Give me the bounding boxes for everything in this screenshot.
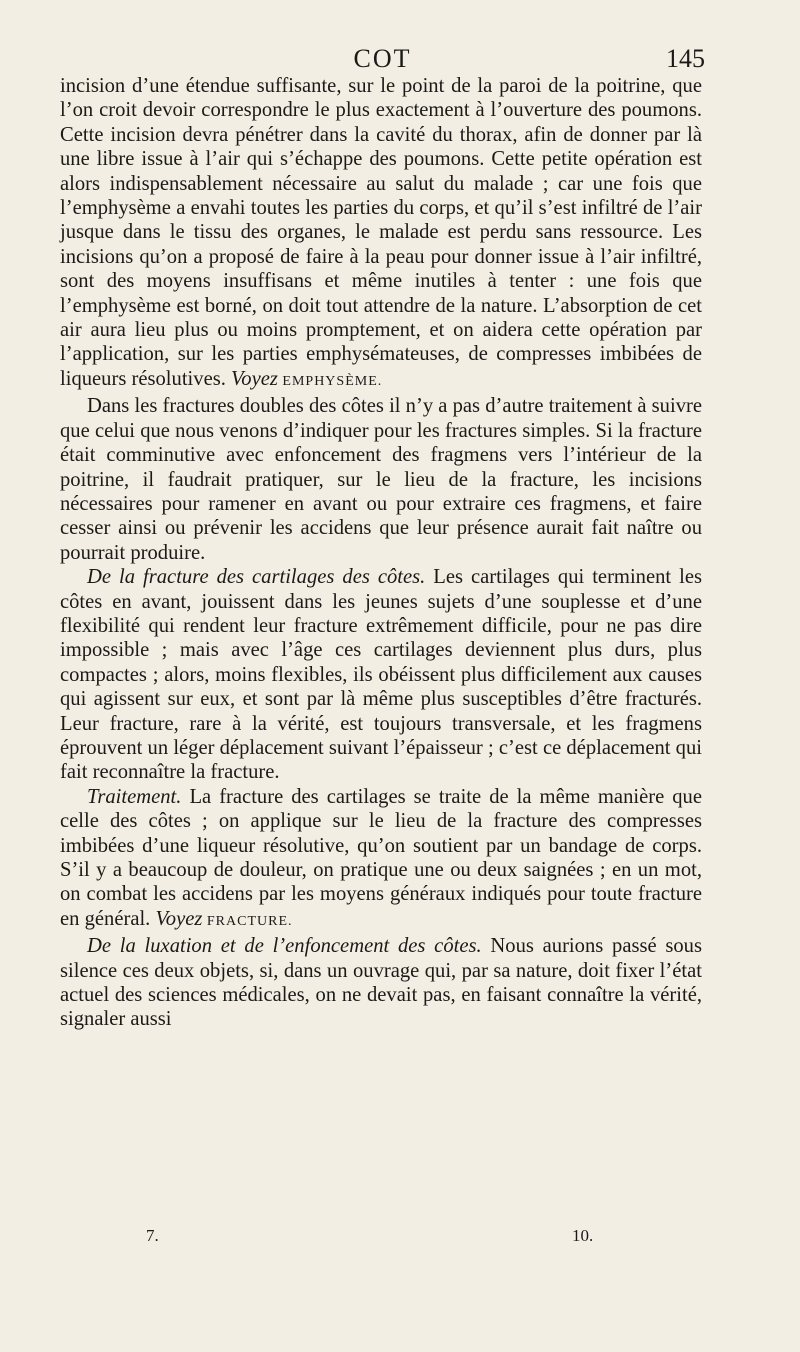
text-run: Nous aurions passé sous silence ces deux objets, si, dans un ouvrage qui, par sa nature, doit fixer l’état actuel des sciences médicales, on ne devait pas, en faisant connaître la vérité, signaler aussi [60, 935, 702, 1031]
text-run: Les cartilages qui terminent les côtes en avant, jouissent dans les jeunes sujets d’une souplesse et d’une flexibilité qui rendent leur fracture extrêmement difficile, pour ne pas dire impossible ; mais avec l’âge ces cartilages deviennent plus durs, plus compactes ; alors, moins flexibles, ils obéissent plus difficilement aux causes qui agissent sur eux, et sont par là même plus susceptibles d’être fracturés. Leur fracture, rare à la vérité, est toujours transversale, et les fragmens éprouvent un léger déplacement suivant l’épaisseur ; c’est ce déplacement qui fait reconnaître la fracture. [60, 566, 702, 784]
text-run: incision d’une étendue suffisante, sur le point de la paroi de la poitrine, que l’on croit devoir correspondre le plus exactement à l’ouverture des poumons. Cette incision devra pénétrer dans la cavité du thorax, afin de donner par là une libre issue à l’air qui s’échappe des poumons. Cette petite opération est alors indispensablement nécessaire au salut du malade ; car une fois que l’emphysème a envahi toutes les parties du corps, et qu’il s’est infiltré de l’air jusque dans le tissu des organes, le malade est perdu sans ressource. Les incisions qu’on a proposé de faire à la peau pour donner issue à l’air infiltré, sont des moyens insuffisans et même inutiles à tenter : une fois que l’emphysème est borné, on doit tout attendre de la nature. L’absorption de cet air aura lieu plus ou moins promptement, et on aidera cette opération par l’application, sur les parties emphysémateuses, de compresses imbibées de liqueurs résolutives. [60, 75, 702, 390]
section-heading: Traitement. [87, 785, 182, 808]
paragraph [60, 934, 702, 1032]
paragraph [60, 565, 702, 785]
paragraph [60, 394, 702, 565]
cross-reference-term: EMPHYSÈME. [277, 373, 383, 389]
page-header [60, 44, 705, 76]
cross-reference-term: FRACTURE. [202, 913, 293, 929]
running-head: COT [353, 44, 412, 73]
body-text [60, 74, 702, 1032]
paragraph [60, 74, 702, 394]
cross-reference-label: Voyez [231, 367, 278, 390]
signature-mark-left: 7. [146, 1226, 159, 1245]
section-heading: De la fracture des cartilages des côtes. [87, 566, 426, 589]
cross-reference-label: Voyez [155, 907, 203, 930]
text-run: Dans les fractures doubles des côtes il n’y a pas d’autre traitement à suivre que celui que nous venons d’indiquer pour les fractures simples. Si la fracture était comminutive avec enfoncement des fragmens vers l’intérieur de la poitrine, il faudrait pratiquer, sur le lieu de la fracture, les incisions nécessaires pour ramener en avant ou pour extraire ces fragmens, et faire cesser ainsi ou prévenir les accidens que leur présence aurait fait naître ou pourrait produire. [60, 395, 702, 564]
page-number: 145 [666, 44, 705, 73]
signature-mark-right: 10. [572, 1226, 594, 1245]
page-footer [60, 1226, 705, 1252]
text-run: La fracture des cartilages se traite de la même manière que celle des côtes ; on applique sur le lieu de la fracture des compresses imbibées d’une liqueur résolutive, qu’on soutient par un bandage de corps. S’il y a beaucoup de douleur, on pratique une ou deux saignées ; en un mot, on combat les accidens par les moyens généraux indiqués pour toute fracture en général. [60, 785, 702, 930]
section-heading: De la luxation et de l’enfoncement des côtes. [87, 935, 482, 958]
paragraph [60, 785, 702, 934]
